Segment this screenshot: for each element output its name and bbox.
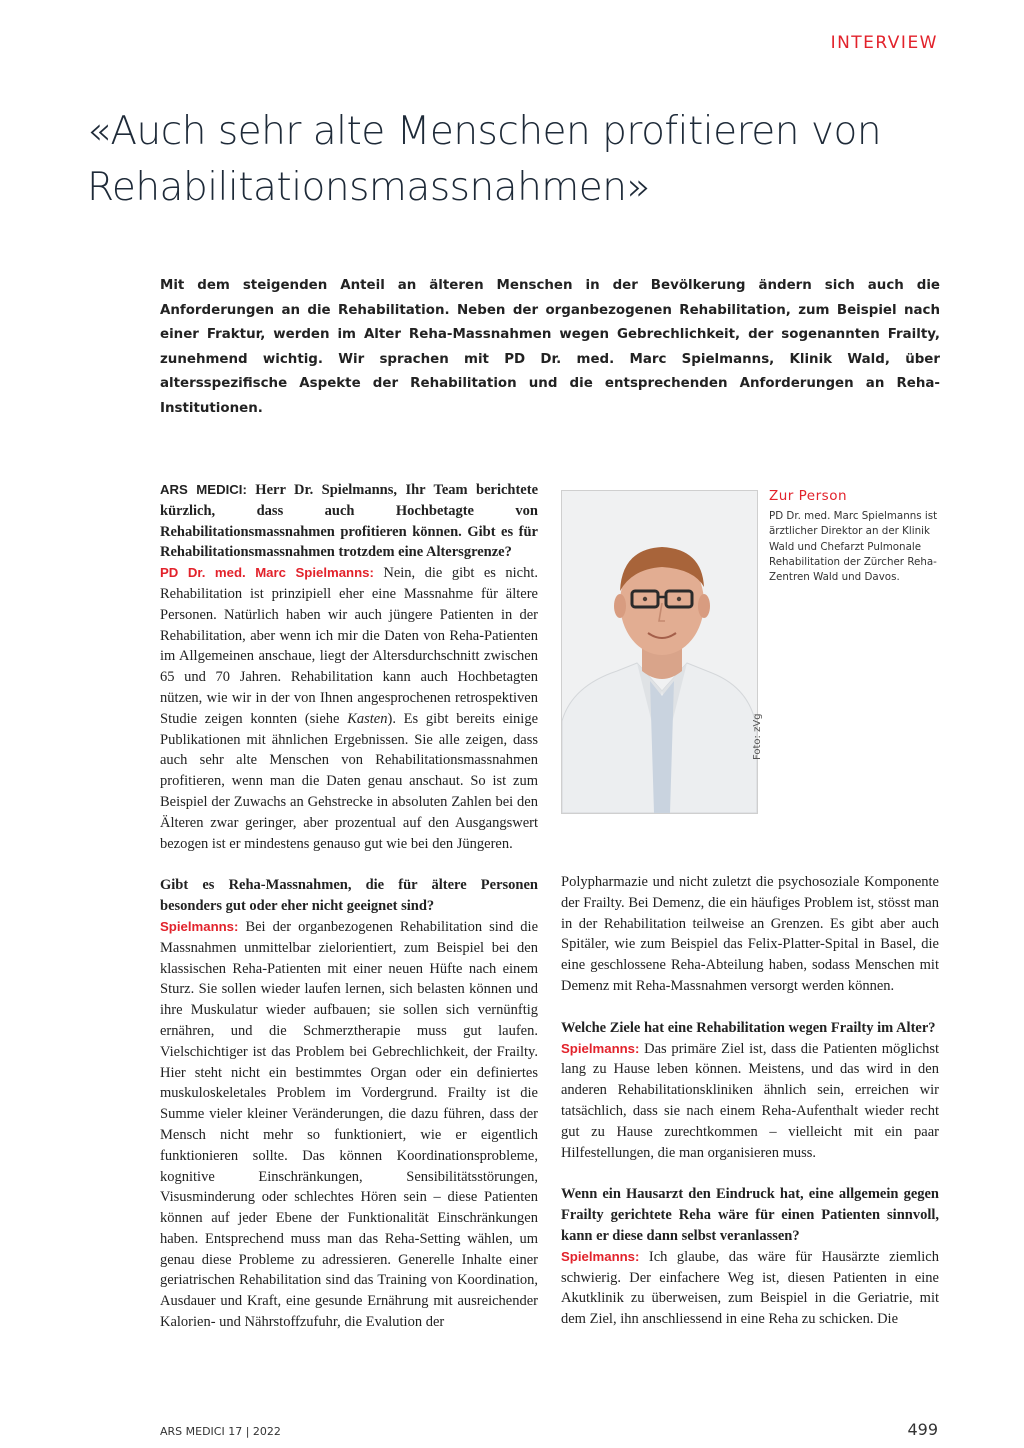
article-lead: Mit dem steigenden Anteil an älteren Menschen in der Bevölkerung ändern sich auch die Anforderungen an die Rehabilitation. Neben der organbezogenen Rehabilitation, zum Beispiel nach einer Fraktur, werden im Alter Reha-Massnahmen wegen Gebrechlichkeit, der sogenannten Frailty, zunehmend wichtig. Wir sprachen mit PD Dr. med. Marc Spielmanns, Klinik Wald, über altersspezifische Aspekte der Rehabilitation und die entsprechenden Anforderungen an Reha-Institutionen.: [160, 278, 940, 416]
question-3: Welche Ziele hat eine Rehabilitation wegen Frailty im Alter?: [561, 1019, 936, 1036]
section-label: INTERVIEW: [830, 33, 938, 53]
sidebar-text: PD Dr. med. Marc Spielmanns ist ärztlicher Direktor an der Klinik Wald und Chefarzt Pulmonale Rehabilitation der Zürcher Reha-Zentren Wald und Davos.: [769, 510, 938, 584]
sidebar-heading: Zur Person: [769, 488, 848, 504]
answer-4-text: Ich glaube, das wäre für Hausärzte ziemlich schwierig. Der einfachere Weg ist, diesen Patienten in eine Akutklinik zu überweisen, zum Beispiel in die Geriatrie, mit dem Ziel, ihn anschliessend in eine Reha zu schicken. Die: [561, 1248, 939, 1328]
question-1: [160, 480, 538, 563]
answer-1: [160, 563, 538, 854]
answer-1-text-b: ). Es gibt bereits einige Publikationen mit ähnlichen Ergebnissen. Sie alle zeigen, dass auch sehr alte Menschen von Rehabilitationsmassnahmen profitieren, wenn man die Daten genau anschaut. So ist zum Beispiel der Zuwachs an Gehstrecke in absoluten Zahlen bei den Älteren zwar geringer, aber prozentual auf den Ausgangswert bezogen ist er mindestens genauso gut wie bei den Jüngeren.: [160, 710, 539, 852]
article-title: [87, 104, 947, 216]
answer-1-italic: Kasten: [347, 710, 388, 727]
article-title-line-2: Rehabilitationsmassnahmen»: [87, 165, 650, 210]
article-title-line-1: «Auch sehr alte Menschen profitieren von: [87, 109, 882, 154]
question-4: Wenn ein Hausarzt den Eindruck hat, eine allgemein gegen Frailty gerichtete Reha wäre für einen Patienten sinnvoll, kann er diese dann selbst veranlassen?: [561, 1186, 939, 1244]
question-1-text: Herr Dr. Spielmanns, Ihr Team berichtete kürzlich, dass auch Hochbetagte von Rehabilitationsmassnahmen profitieren können. Gibt es für Rehabilitationsmassnahmen trotzdem eine Altersgrenze?: [160, 482, 539, 561]
left-column: [160, 480, 538, 1333]
speaker-spielmanns: Spielmanns:: [561, 1248, 640, 1264]
answer-4: [561, 1247, 939, 1330]
answer-2-text: Bei der organbezogenen Rehabilitation sind die Massnahmen unmittelbar zielorientiert, zum Beispiel bei den klassischen Reha-Patienten mit einer neuen Hüfte nach einem Sturz. Sie sollen wieder laufen lernen, sich belasten können und ihre Muskulatur wieder aufbauen; sie sollen sich vernünftig ernähren, und die Schmerztherapie muss gut laufen. Vielschichtiger ist das Problem bei Gebrechlichkeit, der Frailty. Hier steht nicht ein bestimmtes Organ oder ein definiertes muskuloskeletales Problem im Vordergrund. Frailty ist die Summe vieler kleiner Veränderungen, die dazu führen, dass der Mensch nicht mehr so funktioniert, wie er eigentlich funktionieren sollte. Das können Koordinationsprobleme, kognitive Einschränkungen, Sensibilitätsstörungen, Visusminderung oder schlechtes Hören sein – diese Patienten können auf jeder Ebene der Funktionalität Einschränkungen haben. Entsprechend muss man das Reha-Setting wählen, um genau diese Probleme zu adressieren. Generelle Inhalte einer geriatrischen Rehabilitation sind das Training von Koordination, Ausdauer und Kraft, eine gesunde Ernährung mit ausreichender Kalorien- und Nährstoffzufuhr, die Evalution der: [160, 918, 539, 1331]
answer-1-text-a: Nein, die gibt es nicht. Rehabilitation ist prinzipiell eher eine Massnahme für ältere Personen. Natürlich haben wir auch jüngere Patienten in der Rehabilitation, aber wenn ich mir die Daten von Reha-Patienten im Allgemeinen anschaue, liegt der Altersdurchschnitt zwischen 65 und 70 Jahren. Rehabilitation kann auch Hochbetagten nützen, wie wir in der von Ihnen angesprochenen retrospektiven Studie zeigen konnten (siehe: [160, 565, 539, 727]
right-column: [561, 872, 939, 1330]
portrait-photo: [561, 490, 758, 814]
footer-journal: ARS MEDICI 17 | 2022: [160, 1425, 281, 1438]
continued-text: Polypharmazie und nicht zuletzt die psychosoziale Komponente der Frailty. Bei Demenz, die ein häufiges Problem ist, stösst man in der Rehabilitation teilweise an Grenzen. Es gibt aber auch Spitäler, wie zum Beispiel das Felix-Platter-Spital in Basel, die eine geschlossene Reha-Abteilung haben, sodass Menschen mit Demenz mit Reha-Massnahmen versorgt werden können.: [561, 874, 939, 994]
answer-3-text: Das primäre Ziel ist, dass die Patienten möglichst lang zu Hause leben können. Meistens, und das wird in den anderen Rehabilitationskliniken ähnlich sein, erreichen wir tatsächlich, dass sie nach einem Reha-Aufenthalt wieder recht gut zu Hause zurechtkommen – vielleicht mit ein paar Hilfestellungen, die man organisieren muss.: [561, 1040, 940, 1161]
portrait-illustration: [562, 491, 757, 813]
question-2: Gibt es Reha-Massnahmen, die für ältere Personen besonders gut oder eher nicht geeignet sind?: [160, 877, 538, 915]
answer-3: [561, 1039, 939, 1164]
page-number: 499: [907, 1420, 938, 1439]
person-sidebar: [769, 488, 944, 585]
answer-2: [160, 917, 538, 1333]
speaker-spielmanns-full: PD Dr. med. Marc Spielmanns:: [160, 565, 374, 581]
speaker-spielmanns: Spielmanns:: [561, 1040, 640, 1056]
photo-credit: Foto: zVg: [752, 713, 763, 760]
speaker-ars-medici: ARS MEDICI:: [160, 482, 247, 497]
speaker-spielmanns: Spielmanns:: [160, 918, 239, 934]
